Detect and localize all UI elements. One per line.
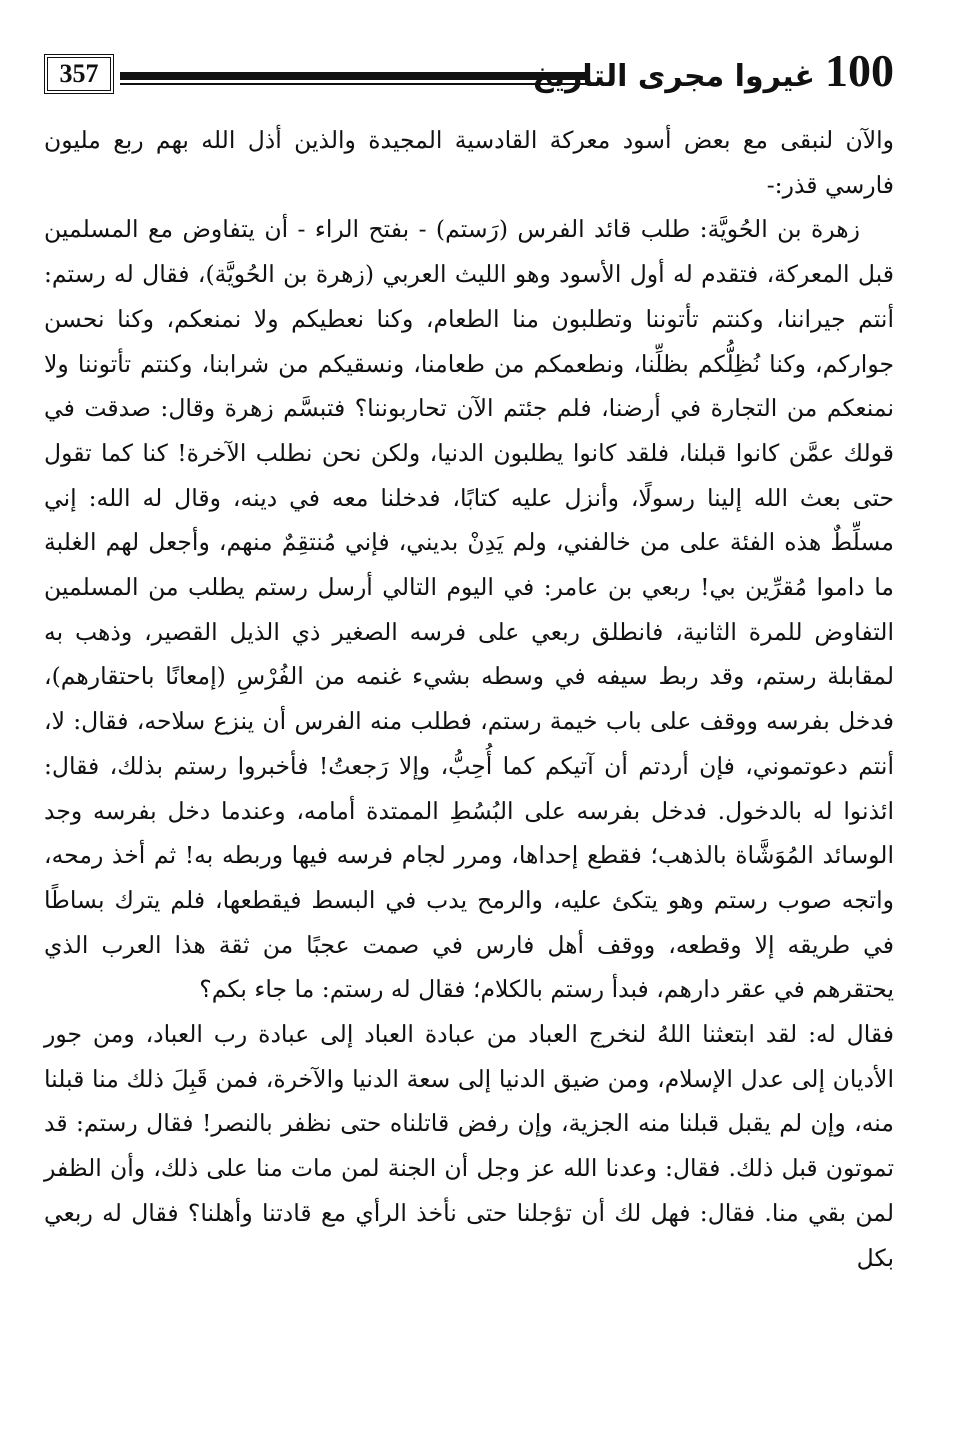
book-name: غيروا مجرى التاريخ (532, 59, 815, 94)
paragraph-zahra-rabi: زهرة بن الحُويَّة: طلب قائد الفرس (رَستم) - بفتح الراء - أن يتفاوض مع المسلمين قبل المعركة، فتقدم له أول الأسود وهو الليث العربي (زهرة بن الحُويَّة)، فقال له رستم: أنتم جيراننا، وكنتم تأتوننا وتطلبون منا الطعام، وكنا نعطيكم ولا نمنعكم، وكنا نحسن جواركم، وكنا نُظِلُّكم بظلِّنا، ونطعمكم من طعامنا، ونسقيكم من شرابنا، وكنتم تأتوننا ولا نمنعكم من التجارة في أرضنا، فلم جئتم الآن تحاربوننا؟ فتبسَّم زهرة وقال: صدقت في قولك عمَّن كانوا قبلنا، فلقد كانوا يطلبون الدنيا، ولكن نحن نطلب الآخرة! كنا كما تقول حتى بعث الله إلينا رسولًا، وأنزل عليه كتابًا، فدخلنا معه في دينه، وقال له الله: إني مسلِّطٌ هذه الفئة على من خالفني، ولم يَدِنْ بديني، فإني مُنتقِمٌ منهم، وأجعل لهم الغلبة ما داموا مُقرِّين بي! ربعي بن عامر: في اليوم التالي أرسل رستم يطلب من المسلمين التفاوض للمرة الثانية، فانطلق ربعي على فرسه الصغير ذي الذيل القصير، وذهب به لمقابلة رستم، وقد ربط سيفه في وسطه بشيء غنمه من الفُرْسِ (إمعانًا باحتقارهم)، فدخل بفرسه ووقف على باب خيمة رستم، فطلب منه الفرس أن ينزع سلاحه، فقال: لا، أنتم دعوتموني، فإن أردتم أن آتيكم كما أُحِبُّ، وإلا رَجعتُ! فأخبروا رستم بذلك، فقال: ائذنوا له بالدخول. فدخل بفرسه على البُسُطِ الممتدة أمامه، وعندما دخل بفرسه وجد الوسائد المُوَشَّاة بالذهب؛ فقطع إحداها، ومرر لجام فرسه فيها وربطه به! ثم أخذ رمحه، واتجه صوب رستم وهو يتكئ عليه، والرمح يدب في البسط فيقطعها، فلم يترك بساطًا في طريقه إلا وقطعه، ووقف أهل فارس في صمت عجبًا من ثقة هذا العرب الذي يحتقرهم في عقر دارهم، فبدأ رستم بالكلام؛ فقال له رستم: ما جاء بكم؟ (44, 215, 894, 1004)
paragraph-intro: والآن لنبقى مع بعض أسود معركة القادسية المجيدة والذين أذل الله بهم ربع مليون فارسي قذر:- (44, 126, 894, 199)
book-number: 100 (825, 45, 894, 96)
header-rule (120, 72, 590, 80)
book-title (532, 44, 894, 97)
header-rule-thin (120, 83, 590, 85)
page-number: 357 (44, 54, 114, 94)
paragraph-rabi-reply: فقال له: لقد ابتعثنا اللهُ لنخرج العباد من عبادة العباد إلى عبادة رب العباد، ومن جور الأديان إلى عدل الإسلام، ومن ضيق الدنيا إلى سعة الدنيا والآخرة، فمن قَبِلَ ذلك منا قبلنا منه، وإن لم يقبل قبلنا منه الجزية، وإن رفض قاتلناه حتى نظفر بالنصر! فقال رستم: قد تموتون قبل ذلك. فقال: وعدنا الله عز وجل أن الجنة لمن مات منا على ذلك، وأن الظفر لمن بقي منا. فقال: فهل لك أن تؤجلنا حتى نأخذ الرأي مع قادتنا وأهلنا؟ فقال له ربعي بكل (44, 1020, 894, 1272)
body-text (44, 118, 894, 1280)
page-header (44, 44, 894, 106)
